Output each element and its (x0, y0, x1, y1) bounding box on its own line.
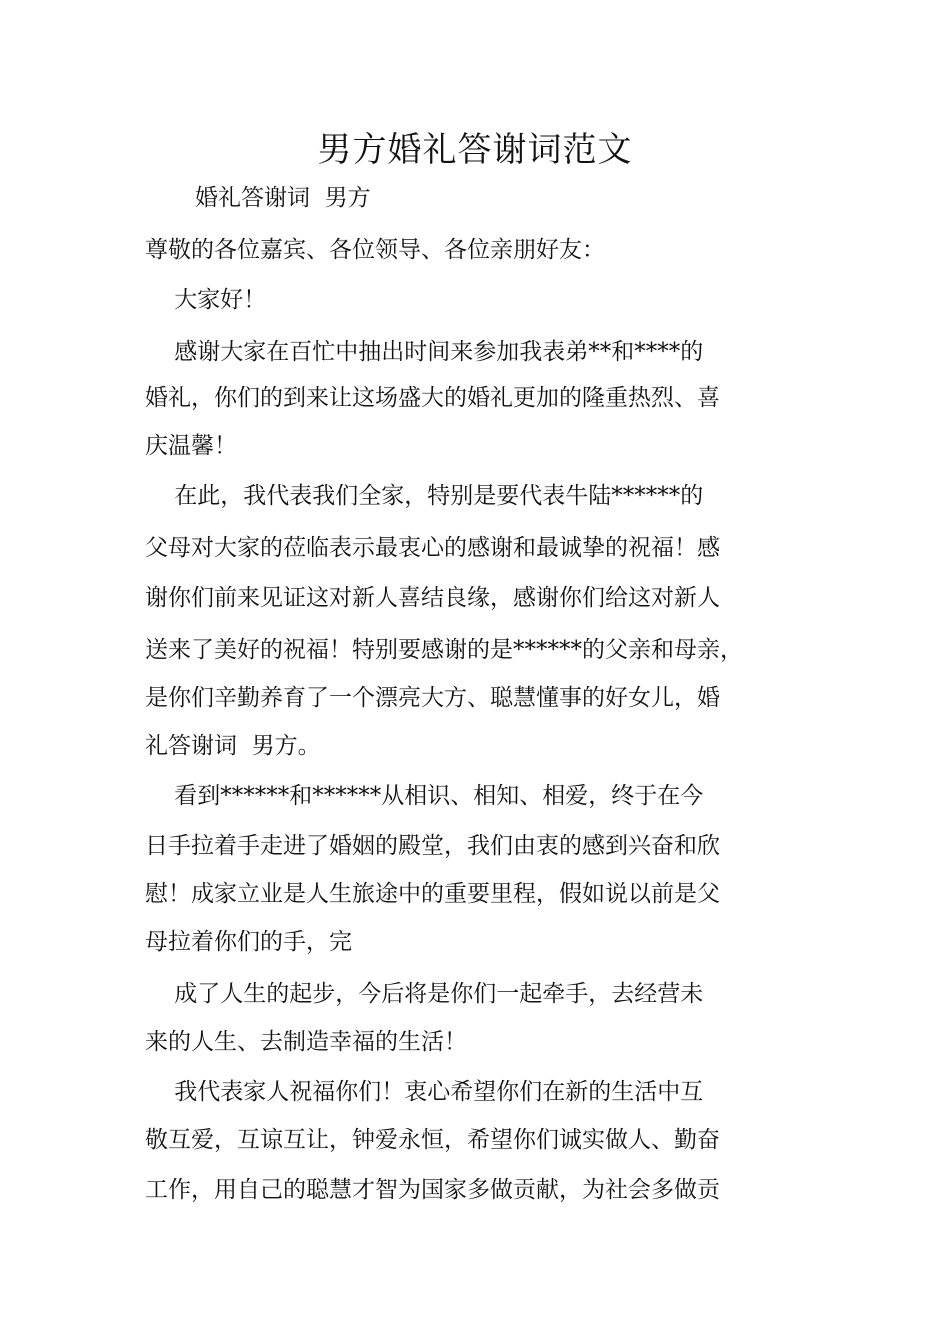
paragraph-line: 大家好！ (145, 287, 267, 313)
paragraph-line: 是你们辛勤养育了一个漂亮大方、聪慧懂事的好女儿，婚 (145, 685, 720, 711)
paragraph-line: 礼答谢词 男方。 (145, 733, 321, 759)
document-subtitle: 婚礼答谢词 男方 (195, 185, 371, 211)
paragraph-line: 父母对大家的莅临表示最衷心的感谢和最诚挚的祝福！感 (145, 535, 720, 561)
paragraph-line: 母拉着你们的手，完 (145, 929, 352, 955)
paragraph-line: 看到******和******从相识、相知、相爱，终于在今 (145, 783, 704, 809)
paragraph-line: 庆温馨！ (145, 433, 237, 459)
paragraph-line: 日手拉着手走进了婚姻的殿堂，我们由衷的感到兴奋和欣 (145, 833, 720, 859)
paragraph-line: 在此，我代表我们全家，特别是要代表牛陆******的 (145, 483, 704, 509)
paragraph-line: 我代表家人祝福你们！衷心希望你们在新的生活中互 (145, 1079, 704, 1105)
paragraph-line: 慰！成家立业是人生旅途中的重要里程，假如说以前是父 (145, 881, 720, 907)
paragraph-line: 工作，用自己的聪慧才智为国家多做贡献，为社会多做贡 (145, 1177, 720, 1203)
paragraph-line: 来的人生、去制造幸福的生活！ (145, 1029, 467, 1055)
paragraph-line: 送来了美好的祝福！特别要感谢的是******的父亲和母亲， (145, 637, 743, 663)
paragraph-line: 谢你们前来见证这对新人喜结良缘，感谢你们给这对新人 (145, 585, 720, 611)
paragraph-line: 敬互爱，互谅互让，钟爱永恒，希望你们诚实做人、勤奋 (145, 1127, 720, 1153)
paragraph-line: 感谢大家在百忙中抽出时间来参加我表弟**和****的 (145, 339, 704, 365)
document-title: 男方婚礼答谢词范文 (317, 130, 633, 170)
paragraph-line: 婚礼，你们的到来让这场盛大的婚礼更加的隆重热烈、喜 (145, 385, 720, 411)
paragraph-line: 尊敬的各位嘉宾、各位领导、各位亲朋好友： (145, 237, 605, 263)
paragraph-line: 成了人生的起步，今后将是你们一起牵手，去经营未 (145, 981, 704, 1007)
